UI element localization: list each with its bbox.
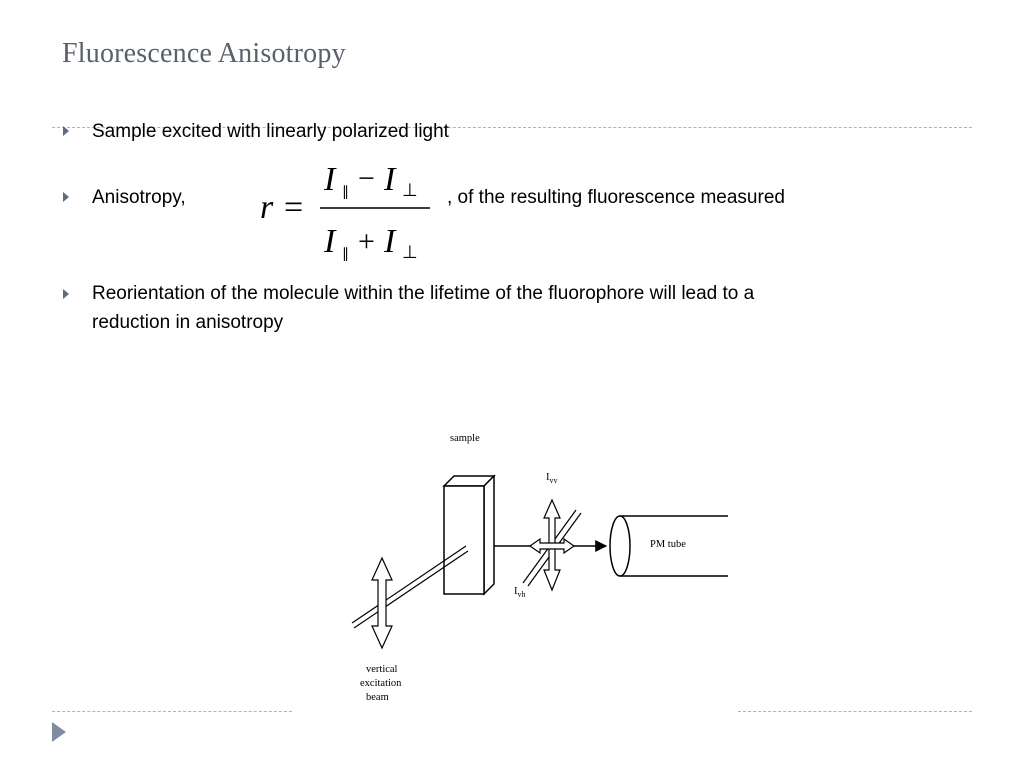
sample-label: sample	[450, 433, 480, 444]
vertical-polarization-arrow	[372, 558, 392, 648]
bottom-dashed-rule-right	[738, 711, 972, 712]
beam-label-line-2: excitation	[360, 678, 402, 689]
sample-cuvette	[444, 476, 494, 594]
beam-label-line-1: vertical	[366, 664, 398, 675]
bullet-3-line-1: Reorientation of the molecule within the lifetime of the fluorophore will lead to a	[92, 283, 755, 304]
anisotropy-setup-diagram	[330, 418, 750, 718]
anisotropy-equation	[254, 150, 444, 270]
bullet-2-prefix: Anisotropy,	[92, 187, 186, 208]
denominator-i-perp: I	[384, 223, 396, 260]
ivh-label: $I_{vh}$	[514, 586, 526, 599]
perp-subscript: ⊥	[402, 180, 418, 200]
numerator-minus: −	[358, 162, 375, 195]
denominator-plus: +	[358, 225, 375, 258]
triangle-bullet-icon	[63, 289, 69, 299]
denominator-i-parallel: I	[324, 223, 336, 260]
equation-equals: =	[284, 189, 304, 226]
slide-title: Fluorescence Anisotropy	[62, 38, 346, 69]
ivv-label: $I_{vv}$	[546, 472, 558, 485]
bullet-2-suffix: , of the resulting fluorescence measured	[447, 187, 785, 208]
next-slide-arrow-icon[interactable]	[52, 722, 66, 742]
equation-lhs: r	[260, 189, 274, 226]
triangle-bullet-icon	[63, 126, 69, 136]
numerator-i-perp: I	[384, 161, 396, 198]
perp-subscript: ⊥	[402, 242, 418, 262]
parallel-subscript: ∥	[342, 185, 349, 200]
triangle-bullet-icon	[63, 192, 69, 202]
beam-label-line-3: beam	[366, 692, 389, 703]
pm-tube-label: PM tube	[650, 539, 686, 550]
bullet-3-line-2: reduction in anisotropy	[92, 312, 284, 333]
bullet-1-text: Sample excited with linearly polarized light	[92, 121, 449, 142]
bottom-dashed-rule-left	[52, 711, 292, 712]
numerator-i-parallel: I	[324, 161, 336, 198]
parallel-subscript: ∥	[342, 247, 349, 262]
